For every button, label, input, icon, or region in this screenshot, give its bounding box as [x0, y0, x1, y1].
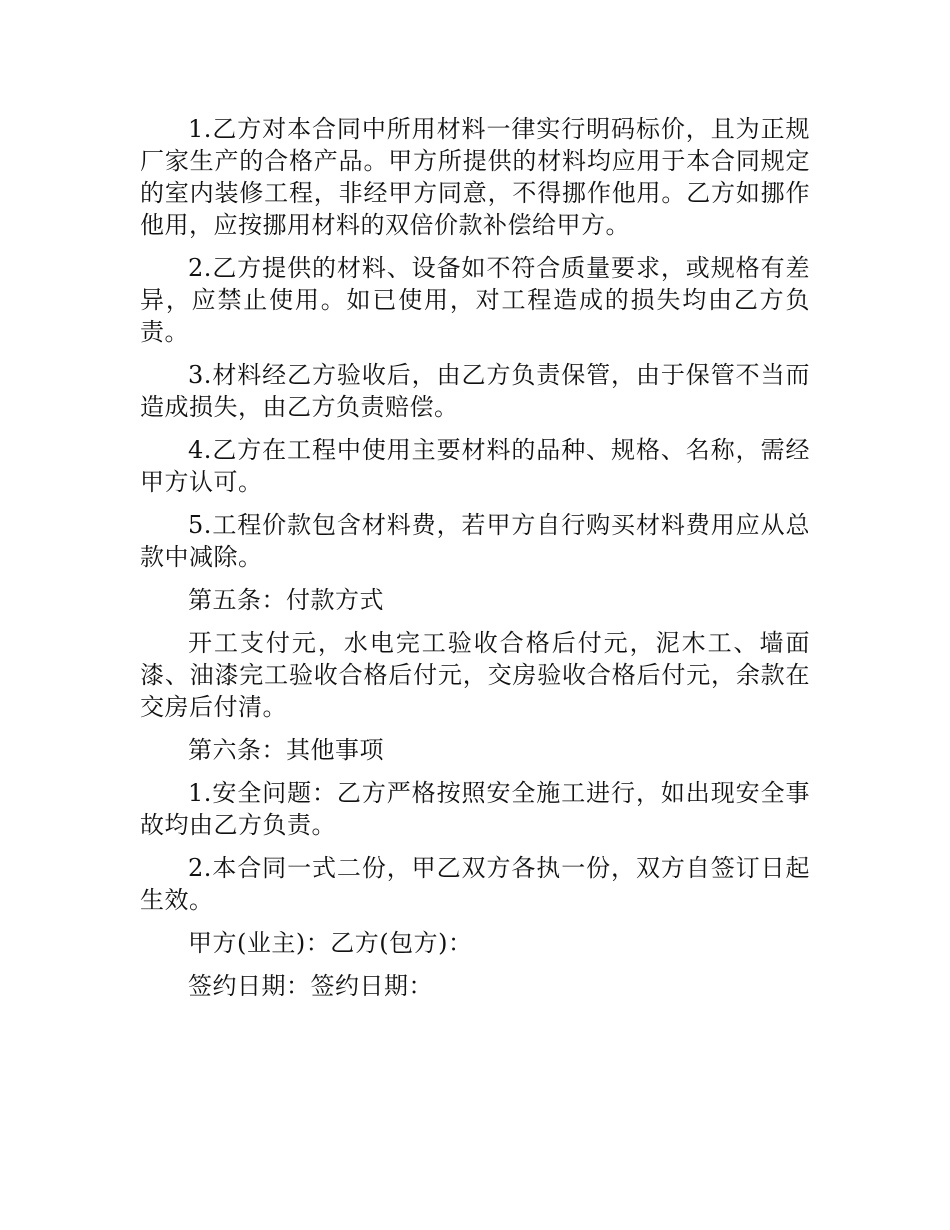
clause-material-pricing: 1.乙方对本合同中所用材料一律实行明码标价，且为正规厂家生产的合格产品。甲方所提供的材料均应用于本合同规定的室内装修工程，非经甲方同意，不得挪作他用。乙方如挪作他用，应按挪用材料的双倍价款补偿给甲方。	[140, 115, 810, 239]
signature-dates: 签约日期：签约日期：	[188, 972, 433, 1000]
clause-copies: 2.本合同一式二份，甲乙双方各执一份，双方自签订日起生效。	[140, 854, 810, 914]
clause-payment-schedule: 开工支付元，水电完工验收合格后付元，泥木工、墙面漆、油漆完工验收合格后付元，交房验收合格后付元，余款在交房后付清。	[140, 629, 810, 721]
clause-safety: 1.安全问题：乙方严格按照安全施工进行，如出现安全事故均由乙方负责。	[140, 779, 810, 839]
section-heading-payment: 第五条：付款方式	[188, 586, 384, 614]
clause-material-custody: 3.材料经乙方验收后，由乙方负责保管，由于保管不当而造成损失，由乙方负责赔偿。	[140, 361, 810, 421]
clause-material-quality: 2.乙方提供的材料、设备如不符合质量要求，或规格有差异，应禁止使用。如已使用，对工程造成的损失均由乙方负责。	[140, 254, 810, 346]
clause-material-cost: 5.工程价款包含材料费，若甲方自行购买材料费用应从总款中减除。	[140, 511, 810, 571]
document-page	[140, 113, 810, 1013]
clause-material-approval: 4.乙方在工程中使用主要材料的品种、规格、名称，需经甲方认可。	[140, 436, 810, 496]
signature-parties: 甲方(业主)：乙方(包方)：	[188, 929, 473, 957]
section-heading-other: 第六条：其他事项	[188, 736, 384, 764]
